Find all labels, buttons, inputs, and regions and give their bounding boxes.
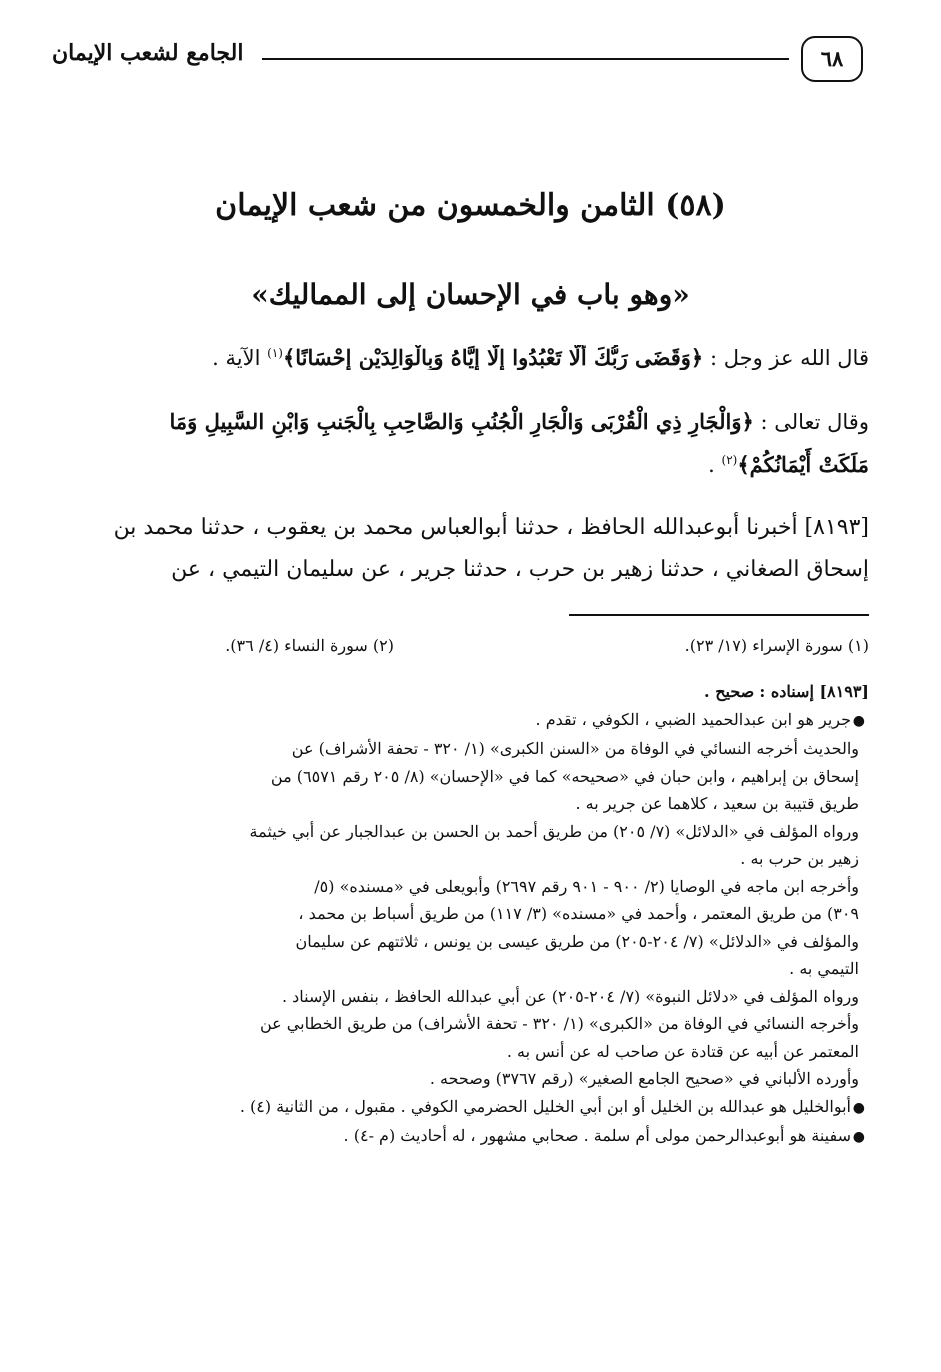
verse-1 [78,345,869,370]
note-line: ورواه المؤلف في «دلائل النبوة» (٧/ ٢٠٤-٢٠٥) عن أبي عبدالله الحافظ ، بنفس الإسناد . [281,986,859,1006]
hadith-line: [٨١٩٣] أخبرنا أبوعبدالله الحافظ ، حدثنا أبوالعباس محمد بن يعقوب ، حدثنا محمد بن [113,515,869,540]
note-line: وأخرجه النسائي في الوفاة من «الكبرى» (١/ ٣٢٠ - تحفة الأشراف) من طريق الخطابي عن [259,1014,859,1033]
footnote-sources [78,636,869,664]
note-line: زهير بن حرب به . [740,849,859,868]
bullet-icon: ● [852,712,865,729]
footnote-notes [78,678,869,1152]
verse-2-ref: (٢) [721,453,738,467]
hadith-text [78,507,869,591]
verse-2-intro: وقال تعالى : [760,410,869,434]
chapter-title: (٥٨) الثامن والخمسون من شعب الإيمان [215,188,726,223]
verse-2-text-line1: ﴿وَالْجَارِ ذِي الْقُرْبَى وَالْجَارِ الْجُنُبِ وَالصَّاحِبِ بِالْجَنبِ وَابْنِ السَّبِيلِ وَمَا [169,409,754,434]
note-line: ●جرير هو ابن عبدالحميد الضبي ، الكوفي ، تقدم . [78,706,869,736]
footnote-2: (٢) سورة النساء (٤/ ٣٦). [225,636,394,655]
footnote-divider [569,614,869,616]
note-line: إسحاق بن إبراهيم ، وابن حبان في «صحيحه» كما في «الإحسان» (٨/ ٢٠٥ رقم ٦٥٧١) من [270,766,859,786]
note-line: المعتمر عن أبيه عن قتادة عن صاحب له عن أنس به . [506,1041,859,1061]
footnote-1: (١) سورة الإسراء (١٧/ ٢٣). [684,636,869,655]
verse-1-text: ﴿وَقَضَى رَبُّكَ أَلَّا تَعْبُدُوا إِلَّا إِيَّاهُ وَبِالْوَالِدَيْنِ إِحْسَانًا﴾ [282,345,704,370]
bullet-icon: ● [852,1129,865,1145]
header-rule [262,58,789,60]
verse-1-tail: الآية . [212,346,261,370]
note-line: والمؤلف في «الدلائل» (٧/ ٢٠٤-٢٠٥) من طريق عيسى بن يونس ، ثلاثتهم عن سليمان [295,931,859,951]
note-line: والحديث أخرجه النسائي في الوفاة من «السنن الكبرى» (١/ ٣٢٠ - تحفة الأشراف) عن [291,739,859,758]
verse-1-ref: (١) [267,346,283,360]
page-number: ٦٨ [801,36,863,82]
note-line: ●أبوالخليل هو عبدالله بن الخليل أو ابن أبي الخليل الحضرمي الكوفي . مقبول ، من الثانية (٤) . [78,1093,869,1123]
verse-2-text-line2: مَلَكَتْ أَيْمَانُكُمْ﴾ [737,452,869,477]
verse-2 [78,403,869,484]
note-line: وأخرجه ابن ماجه في الوصايا (٢/ ٩٠٠ - ٩٠١ رقم ٢٦٩٧) وأبويعلى في «مسنده» (٥/ [314,876,859,896]
verse-1-intro: قال الله عز وجل : [709,346,869,370]
note-line: ٣٠٩) من طريق المعتمر ، وأحمد في «مسنده» (٣/ ١١٧) من طريق أسباط بن محمد ، [298,904,859,923]
note-line: التيمي به . [789,959,859,978]
note-line: ●سفينة هو أبوعبدالرحمن مولى أم سلمة . صحابي مشهور ، له أحاديث (م -٤) . [78,1122,869,1152]
bullet-icon: ● [852,1099,865,1116]
running-title: الجامع لشعب الإيمان [52,40,244,66]
chapter-subtitle: «وهو باب في الإحسان إلى المماليك» [251,278,690,311]
note-line: طريق قتيبة بن سعيد ، كلاهما عن جرير به . [575,794,859,813]
note-line: ورواه المؤلف في «الدلائل» (٧/ ٢٠٥) من طريق أحمد بن الحسن بن عبدالجبار عن أبي خيثمة [249,821,859,841]
isnad-value: صحيح . [704,682,755,701]
isnad-label: [٨١٩٣] إسناده : [759,682,869,701]
verse-2-tail: . [708,453,715,477]
page-header [52,30,863,90]
hadith-line: إسحاق الصغاني ، حدثنا زهير بن حرب ، حدثنا جرير ، عن سليمان التيمي ، عن [171,557,869,582]
note-line: وأورده الألباني في «صحيح الجامع الصغير» (رقم ٣٧٦٧) وصححه . [429,1069,859,1088]
